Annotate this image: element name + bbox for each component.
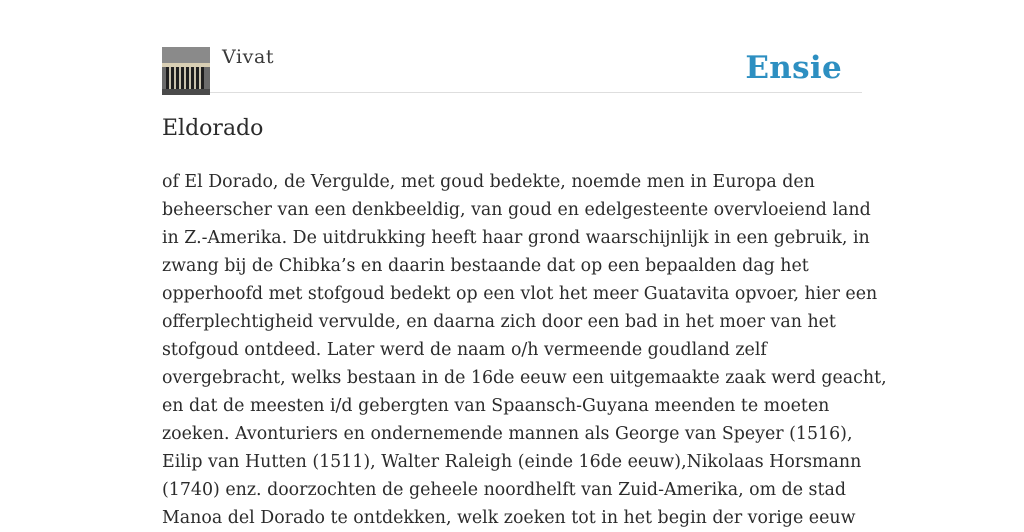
body-line: opperhoofd met stofgoud bedekt op een vlot het meer Guatavita opvoer, hier een — [162, 284, 878, 304]
article-page — [162, 0, 887, 528]
brand-logo[interactable]: Ensie — [745, 50, 842, 86]
body-line: stofgoud ontdeed. Later werd de naam o/h vermeende goudland zelf — [162, 340, 767, 360]
body-line: Manoa del Dorado te ontdekken, welk zoeken tot in het begin der vorige eeuw — [162, 508, 856, 528]
body-line: beheerscher van een denkbeeldig, van goud en edelgesteente overvloeiend land — [162, 200, 871, 220]
body-line: in Z.-Amerika. De uitdrukking heeft haar grond waarschijnlijk in een gebruik, in — [162, 228, 870, 248]
article-title: Eldorado — [162, 116, 264, 141]
body-line: en dat de meesten i/d gebergten van Spaansch-Guyana meenden te moeten — [162, 396, 830, 416]
avatar[interactable] — [162, 47, 210, 95]
body-line: Eilip van Hutten (1511), Walter Raleigh (einde 16de eeuw),Nikolaas Horsmann — [162, 452, 862, 472]
source-name[interactable]: Vivat — [222, 46, 275, 68]
body-line: zwang bij de Chibka’s en daarin bestaande dat op een bepaalden dag het — [162, 256, 809, 276]
header — [162, 0, 862, 93]
body-line: of El Dorado, de Vergulde, met goud bedekte, noemde men in Europa den — [162, 172, 815, 192]
body-line: (1740) enz. doorzochten de geheele noordhelft van Zuid-Amerika, om de stad — [162, 480, 846, 500]
body-line: offerplechtigheid vervulde, en daarna zich door een bad in het moer van het — [162, 312, 836, 332]
book-spines-icon — [162, 47, 210, 95]
article-body — [162, 168, 887, 532]
body-line: zoeken. Avonturiers en ondernemende mannen als George van Speyer (1516), — [162, 424, 853, 444]
body-line: overgebracht, welks bestaan in de 16de eeuw een uitgemaakte zaak werd geacht, — [162, 368, 887, 388]
